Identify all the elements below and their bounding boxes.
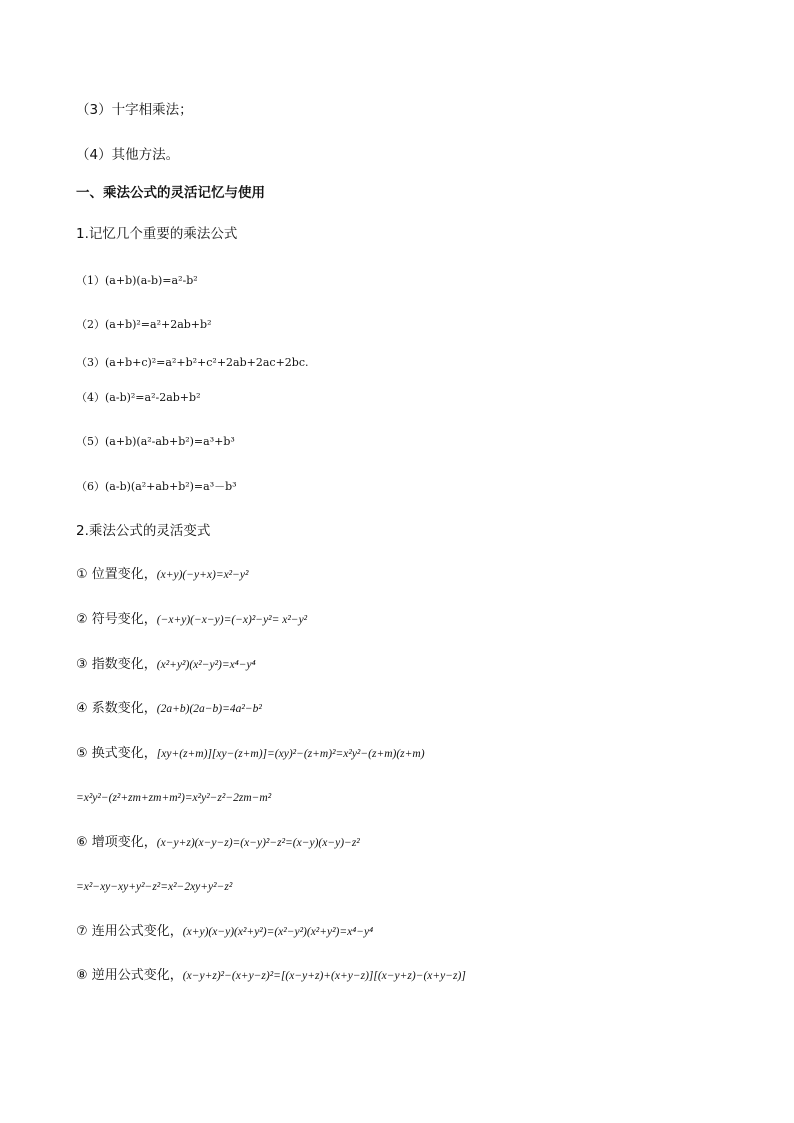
- variant-expression: (x−y+z)(x−y−z)=(x−y)²−z²=(x−y)(x−y)−z²: [156, 837, 360, 849]
- variant-row: [76, 834, 360, 852]
- variant-label: 增项变化，: [87, 835, 157, 850]
- formula-4: （4）(a-b)²=a²-2ab+b²: [76, 391, 201, 404]
- variant-number: ⑤: [76, 746, 88, 761]
- variant-label: 逆用公式变化，: [87, 968, 183, 983]
- formula-6: （6）(a-b)(a²+ab+b²)=a³－b³: [76, 480, 237, 493]
- variant-number: ③: [76, 657, 88, 672]
- variant-number: ④: [76, 701, 88, 716]
- formula-3: （3）(a+b+c)²=a²+b²+c²+2ab+2ac+2bc.: [76, 356, 309, 369]
- variant-label: 指数变化，: [87, 657, 157, 672]
- variant-number: ⑧: [76, 968, 88, 983]
- variant-label: 符号变化，: [87, 612, 157, 627]
- variant-row: [76, 611, 307, 629]
- variant-expression: (x+y)(x−y)(x²+y²)=(x²−y²)(x²+y²)=x⁴−y⁴: [182, 926, 374, 938]
- variant-label: 换式变化，: [87, 746, 157, 761]
- variant-row: [76, 700, 262, 718]
- variant-label: 系数变化，: [87, 701, 157, 716]
- method-4-text: （4）其他方法。: [76, 147, 180, 163]
- variant-number: ②: [76, 612, 88, 627]
- section-heading: 一、乘法公式的灵活记忆与使用: [76, 185, 265, 201]
- variant-number: ⑥: [76, 835, 88, 850]
- variant-expression: [xy+(z+m)][xy−(z+m)]=(xy)²−(z+m)²=x²y²−(z+m)(z+m): [156, 748, 425, 760]
- subsection-2-title: 2.乘法公式的灵活变式: [76, 523, 211, 539]
- variant-number: ⑦: [76, 924, 88, 939]
- variant-number: ①: [76, 567, 88, 582]
- method-3-text: （3）十字相乘法；: [76, 102, 193, 118]
- variant-expression: =x²−xy−xy+y²−z²=x²−2xy+y²−z²: [76, 881, 233, 893]
- variant-continuation: [76, 878, 232, 896]
- variant-expression: (−x+y)(−x−y)=(−x)²−y²= x²−y²: [156, 614, 308, 626]
- variant-expression: (x²+y²)(x²−y²)=x⁴−y⁴: [156, 659, 256, 671]
- variant-row: [76, 566, 248, 584]
- formula-2: （2）(a+b)²=a²+2ab+b²: [76, 318, 212, 331]
- variant-continuation: [76, 789, 271, 807]
- variant-expression: (x−y+z)²−(x+y−z)²=[(x−y+z)+(x+y−z)][(x−y+z)−(x+y−z)]: [182, 970, 466, 982]
- variant-expression: (2a+b)(2a−b)=4a²−b²: [156, 703, 262, 715]
- variant-expression: (x+y)(−y+x)=x²−y²: [156, 569, 249, 581]
- subsection-1-title: 1.记忆几个重要的乘法公式: [76, 226, 238, 242]
- variant-row: [76, 745, 425, 763]
- variant-row: [76, 967, 466, 985]
- variant-label: 位置变化，: [87, 567, 157, 582]
- formula-1: （1）(a+b)(a-b)=a²-b²: [76, 274, 198, 287]
- formula-5: （5）(a+b)(a²-ab+b²)=a³+b³: [76, 435, 235, 448]
- variant-row: [76, 923, 373, 941]
- variant-label: 连用公式变化，: [87, 924, 183, 939]
- variant-expression: =x²y²−(z²+zm+zm+m²)=x²y²−z²−2zm−m²: [76, 792, 272, 804]
- variant-row: [76, 656, 256, 674]
